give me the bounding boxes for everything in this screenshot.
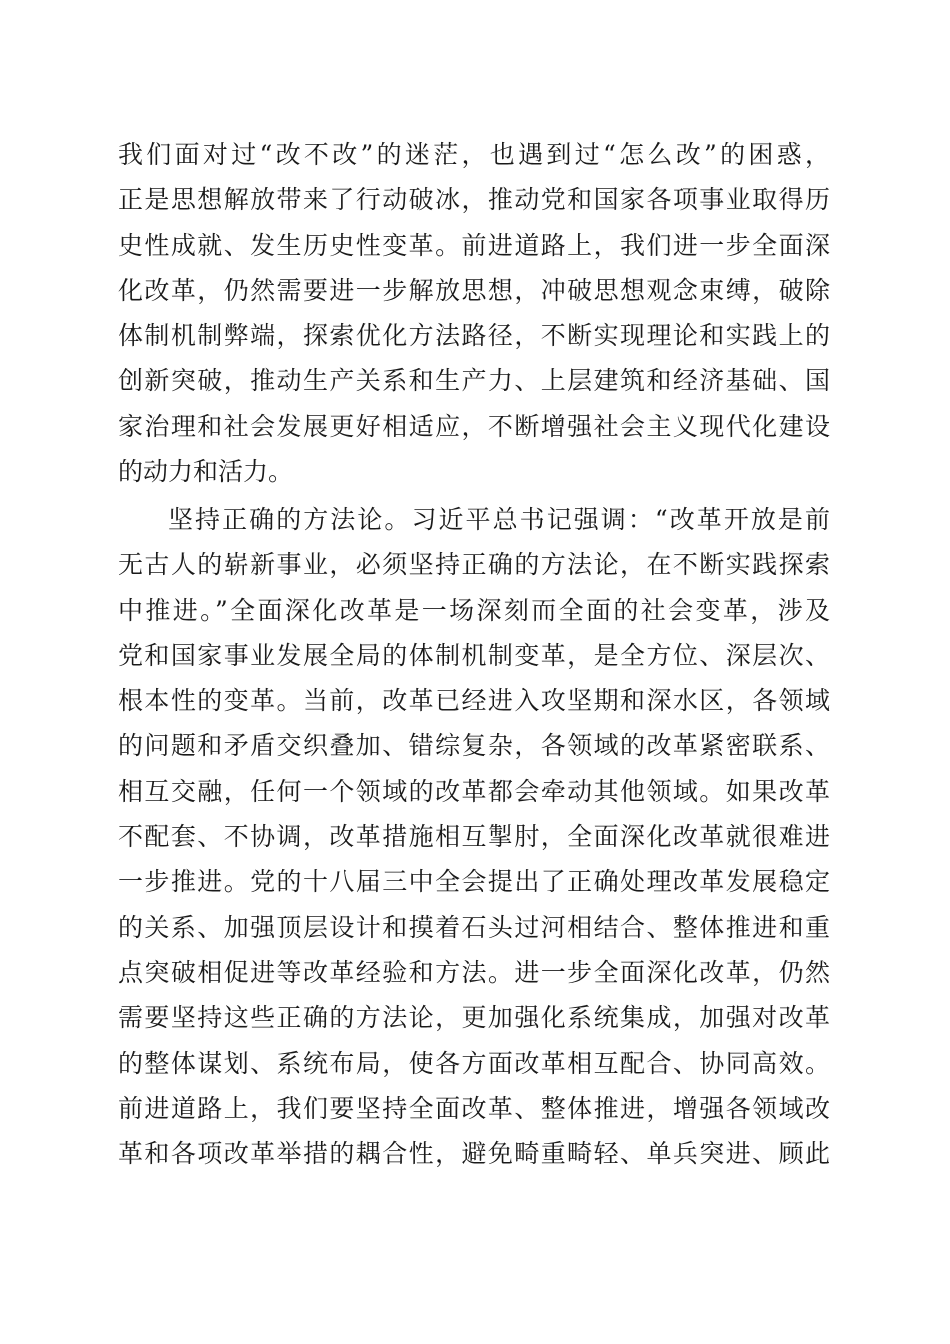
paragraph-line: 中推进。”全面深化改革是一场深刻而全面的社会变革，涉及 — [118, 595, 830, 625]
paragraph-line: 的动力和活力。 — [118, 457, 294, 487]
paragraph-line: 点突破相促进等改革经验和方法。进一步全面深化改革，仍然 — [118, 957, 830, 987]
paragraph-line: 化改革，仍然需要进一步解放思想，冲破思想观念束缚，破除 — [118, 275, 830, 305]
paragraph-line: 需要坚持这些正确的方法论，更加强化系统集成，加强对改革 — [118, 1003, 830, 1033]
paragraph-line: 不配套、不协调，改革措施相互掣肘，全面深化改革就很难进 — [118, 822, 830, 852]
paragraph-line: 的整体谋划、系统布局，使各方面改革相互配合、协同高效。 — [118, 1048, 830, 1078]
paragraph-1 — [118, 132, 830, 494]
paragraph-line: 党和国家事业发展全局的体制机制变革，是全方位、深层次、 — [118, 640, 830, 670]
paragraph-line: 我们面对过“改不改”的迷茫，也遇到过“怎么改”的困惑， — [118, 140, 830, 169]
paragraph-line: 一步推进。党的十八届三中全会提出了正确处理改革发展稳定 — [118, 867, 830, 897]
paragraph-line: 创新突破，推动生产关系和生产力、上层建筑和经济基础、国 — [118, 366, 830, 396]
paragraph-line: 的关系、加强顶层设计和摸着石头过河相结合、整体推进和重 — [118, 912, 830, 942]
paragraph-line: 相互交融，任何一个领域的改革都会牵动其他领域。如果改革 — [118, 776, 830, 806]
paragraph-line: 无古人的崭新事业，必须坚持正确的方法论，在不断实践探索 — [118, 550, 830, 580]
paragraph-line: 坚持正确的方法论。习近平总书记强调：“改革开放是前 — [168, 505, 830, 534]
paragraph-line: 正是思想解放带来了行动破冰，推动党和国家各项事业取得历 — [118, 185, 830, 215]
paragraph-line: 的问题和矛盾交织叠加、错综复杂，各领域的改革紧密联系、 — [118, 731, 830, 761]
paragraph-line: 根本性的变革。当前，改革已经进入攻坚期和深水区，各领域 — [118, 686, 830, 716]
paragraph-line: 史性成就、发生历史性变革。前进道路上，我们进一步全面深 — [118, 230, 830, 260]
paragraph-line: 革和各项改革举措的耦合性，避免畸重畸轻、单兵突进、顾此 — [118, 1139, 830, 1169]
paragraph-line: 前进道路上，我们要坚持全面改革、整体推进，增强各领域改 — [118, 1093, 830, 1123]
paragraph-line: 体制机制弊端，探索优化方法路径，不断实现理论和实践上的 — [118, 321, 830, 351]
paragraph-line: 家治理和社会发展更好相适应，不断增强社会主义现代化建设 — [118, 411, 830, 441]
paragraph-2 — [118, 497, 830, 1176]
